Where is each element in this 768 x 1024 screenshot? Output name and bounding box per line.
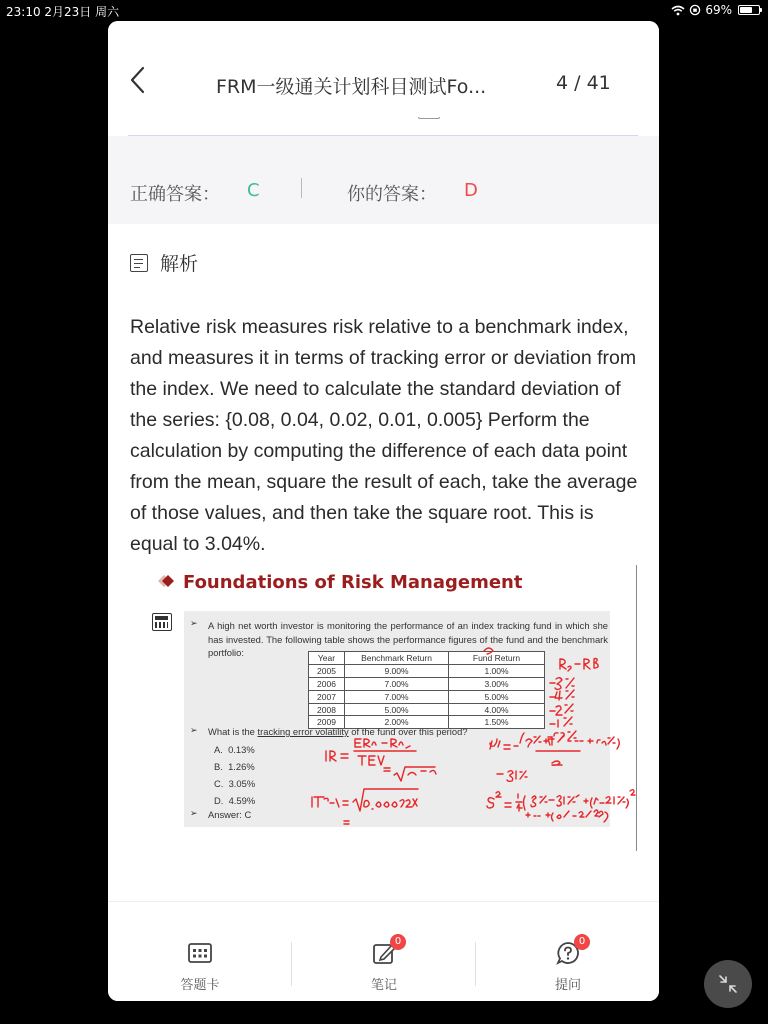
table-header: Year <box>309 652 345 665</box>
answer-summary <box>108 136 659 224</box>
bullet-arrow-icon: ➢ <box>190 726 198 736</box>
answer-card-icon <box>187 940 213 966</box>
chevron-left-icon <box>126 65 150 95</box>
option-value: 4.59% <box>228 795 256 806</box>
correct-answer-label: 正确答案： <box>130 184 220 205</box>
table-cell: 9.00% <box>345 664 449 677</box>
content-scroll[interactable] <box>108 117 659 901</box>
table-cell: 2.00% <box>345 716 449 729</box>
table-cell: 2006 <box>309 677 345 690</box>
question-counter: 4 / 41 <box>556 72 611 94</box>
analysis-label: 解析 <box>160 253 199 275</box>
explanation-slide-image <box>148 565 640 851</box>
table-cell: 7.00% <box>345 690 449 703</box>
tab-label: 提问 <box>554 978 581 993</box>
table-cell: 1.00% <box>449 664 545 677</box>
option-value: 0.13% <box>228 744 255 755</box>
table-cell: 7.00% <box>345 677 449 690</box>
tab-ask-question[interactable] <box>476 902 659 1001</box>
option-d <box>214 795 255 806</box>
slide-edge-rule <box>636 565 637 851</box>
status-bar <box>0 0 768 20</box>
your-answer-label: 你的答案： <box>347 184 437 205</box>
table-cell: 3.00% <box>449 677 545 690</box>
analysis-heading <box>130 249 198 276</box>
orientation-lock-icon <box>689 4 701 16</box>
battery-icon <box>738 5 760 15</box>
table-row <box>309 690 545 703</box>
table-cell: 5.00% <box>449 690 545 703</box>
slide-question-text: A high net worth investor is monitoring the performance of an index tracking fund in which she has invested. The following table shows the performance figures of the fund and the benchmark portfolio: <box>208 620 608 658</box>
calculator-icon <box>152 613 172 631</box>
table-row <box>309 703 545 716</box>
table-cell: 4.00% <box>449 703 545 716</box>
document-icon <box>130 254 148 272</box>
table-cell: 2009 <box>309 716 345 729</box>
table-cell: 2008 <box>309 703 345 716</box>
status-right <box>671 3 760 17</box>
option-b <box>214 761 255 772</box>
option-letter: D. <box>214 795 224 806</box>
prompt-text: What is the <box>208 726 258 737</box>
notes-badge: 0 <box>390 934 406 950</box>
battery-percent: 69% <box>705 3 732 17</box>
back-button[interactable] <box>126 65 150 95</box>
slide-question-prompt <box>208 726 468 737</box>
slide-title: Foundations of Risk Management <box>183 572 523 593</box>
diamond-logo-icon <box>152 574 176 588</box>
prompt-underlined-text: tracking error volatility <box>257 726 349 737</box>
slide-question-panel <box>184 611 610 827</box>
question-badge: 0 <box>574 934 590 950</box>
nav-bar <box>108 21 659 117</box>
option-a <box>214 744 255 755</box>
bottom-tab-bar <box>108 901 659 1001</box>
slide-answer: Answer: C <box>208 809 252 820</box>
table-cell: 2007 <box>309 690 345 703</box>
table-header: Fund Return <box>449 652 545 665</box>
bullet-arrow-icon: ➢ <box>190 809 198 819</box>
option-letter: C. <box>214 778 224 789</box>
option-letter: B. <box>214 761 223 772</box>
tab-label: 笔记 <box>370 978 397 993</box>
table-row <box>309 677 545 690</box>
table-header-row <box>309 652 545 665</box>
option-c <box>214 778 255 789</box>
tab-answer-card[interactable] <box>108 902 292 1001</box>
tab-notes[interactable] <box>292 902 476 1001</box>
table-cell: 2005 <box>309 664 345 677</box>
your-answer-value: D <box>464 180 478 201</box>
prompt-text: of the fund over this period? <box>348 726 468 737</box>
question-sheet <box>108 21 659 1001</box>
option-letter: A. <box>214 744 223 755</box>
status-time-date: 23:10 2月23日 周六 <box>6 5 120 19</box>
collapse-arrows-icon <box>704 960 752 1008</box>
previous-content-edge <box>418 117 440 119</box>
collapse-button[interactable] <box>704 960 752 1008</box>
option-value: 3.05% <box>228 778 256 789</box>
wifi-icon <box>671 5 685 16</box>
page-title: FRM一级通关计划科目测试Fo... <box>216 76 487 98</box>
correct-answer-value: C <box>247 180 260 201</box>
option-value: 1.26% <box>228 761 255 772</box>
table-cell: 5.00% <box>345 703 449 716</box>
table-cell: 1.50% <box>449 716 545 729</box>
table-header: Benchmark Return <box>345 652 449 665</box>
bullet-arrow-icon: ➢ <box>190 619 198 629</box>
tab-label: 答题卡 <box>180 978 220 993</box>
analysis-text: Relative risk measures risk relative to a benchmark index, and measures it in terms of tracking error or deviation from the index. We need to calculate the standard deviation of the series: {0.08, 0.04, 0.02, 0.01, 0.005} Perform the calculation by computing the difference of each data point from the mean, square the result of each, take the average of those values, and then take the square root. This is equal to 3.04%. <box>130 316 638 555</box>
performance-table <box>308 651 545 729</box>
answer-separator <box>301 178 302 198</box>
table-row <box>309 664 545 677</box>
